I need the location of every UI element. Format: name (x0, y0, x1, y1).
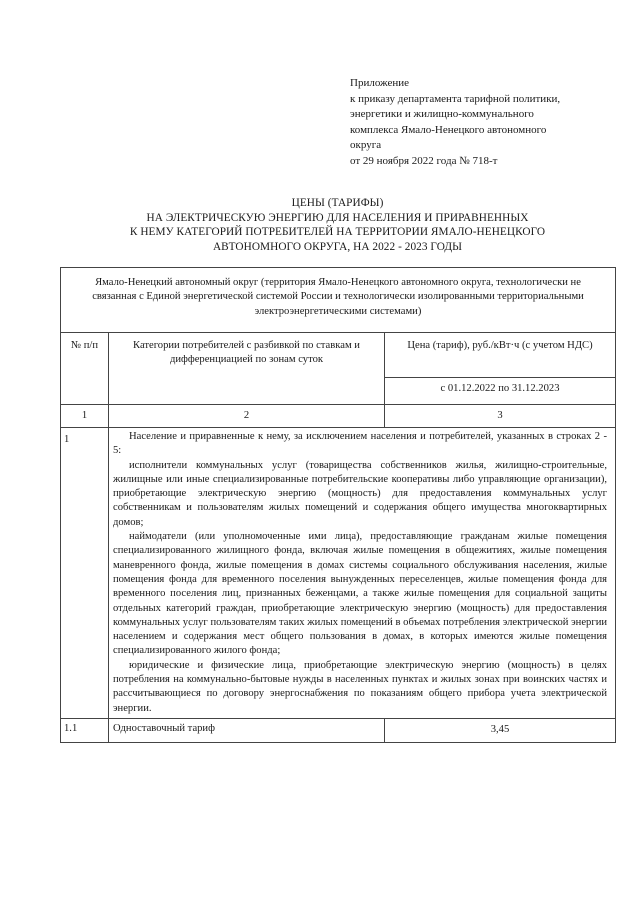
title-line: НА ЭЛЕКТРИЧЕСКУЮ ЭНЕРГИЮ ДЛЯ НАСЕЛЕНИЯ И ПРИРАВНЕННЫХ (146, 211, 529, 224)
appendix-line: от 29 ноября 2022 года № 718-т (350, 154, 498, 167)
column-number: 3 (385, 405, 616, 428)
column-number: 1 (61, 405, 109, 428)
description-paragraph: наймодатели (или уполномоченные ими лица), предоставляющие гражданам жилые помещения специализированного жилищного фонда, включая жилые помещения в общежитиях, жилые помещения маневренного фонда, жилые помещения в домах системы социального обслуживания населения, жилые помещения фонда для временного поселения вынужденных переселенцев, жилые помещения фонда для временного поселения лиц, признанных беженцами, а также жилые помещения для социальной защиты отдельных категорий граждан, приобретающие электрическую энергию (мощность) для предоставления коммунальных услуг пользователям таких жилых помещений в объемах потребления электрической энергии населением и содержания мест общего пользования в домах, в которых имеются жилые помещения специализированного жилого фонда; (113, 531, 608, 657)
tariff-value: 3,45 (385, 718, 616, 742)
header-price: Цена (тариф), руб./кВт·ч (с учетом НДС) (385, 333, 616, 378)
title-line: К НЕМУ КАТЕГОРИЙ ПОТРЕБИТЕЛЕЙ НА ТЕРРИТОРИИ ЯМАЛО-НЕНЕЦКОГО (129, 226, 546, 239)
title-line: АВТОНОМНОГО ОКРУГА, НА 2022 - 2023 ГОДЫ (212, 240, 463, 253)
region-cell: Ямало-Ненецкий автономный округ (территория Ямало-Ненецкого автономного округа, технологически не связанная с Единой энергетической системой России и технологически изолированными территориальными электроэнергетическими системами) (61, 268, 616, 333)
header-num: № п/п (61, 333, 109, 405)
row-number: 1.1 (61, 718, 109, 742)
header-period: с 01.12.2022 по 31.12.2023 (385, 378, 616, 405)
header-row (61, 333, 616, 378)
column-number-row (61, 405, 616, 428)
tariff-table (60, 267, 616, 743)
title-line: ЦЕНЫ (ТАРИФЫ) (291, 197, 384, 209)
appendix-line: комплекса Ямало-Ненецкого автономного (350, 123, 547, 136)
document-title (60, 196, 615, 254)
tariff-category: Одноставочный тариф (109, 718, 385, 742)
header-category: Категории потребителей с разбивкой по ставкам и дифференциацией по зонам суток (109, 333, 385, 405)
description-paragraph: исполнители коммунальных услуг (товарищества собственников жилья, жилищно-строительные, жилищные или иные специализированные потребительские кооперативы либо управляющие организации), приобретающие электрическую энергию (мощность) для предоставления коммунальных услуг собственникам и пользователям жилых помещений и содержания общего имущества многоквартирных домов; (113, 459, 608, 528)
description-paragraph: Население и приравненные к нему, за исключением населения и потребителей, указанных в строках 2 - 5: (113, 431, 608, 457)
row-number: 1 (61, 428, 109, 719)
region-row (61, 268, 616, 333)
column-number: 2 (109, 405, 385, 428)
appendix-line: к приказу департамента тарифной политики, (350, 92, 561, 105)
appendix-line: округа (350, 139, 382, 152)
table-row (61, 718, 616, 742)
appendix-block (350, 76, 620, 170)
consumer-description (109, 428, 616, 719)
appendix-line: Приложение (350, 77, 410, 89)
table-row (61, 428, 616, 719)
appendix-line: энергетики и жилищно-коммунального (350, 108, 534, 121)
description-paragraph: юридические и физические лица, приобретающие электрическую энергию (мощность) в целях потребления на коммунально-бытовые нужды в населенных пунктах и жилых зонах при воинских частях и рассчитывающиеся по договору энергоснабжения по показаниям общего прибора учета электрической энергии. (113, 659, 608, 714)
